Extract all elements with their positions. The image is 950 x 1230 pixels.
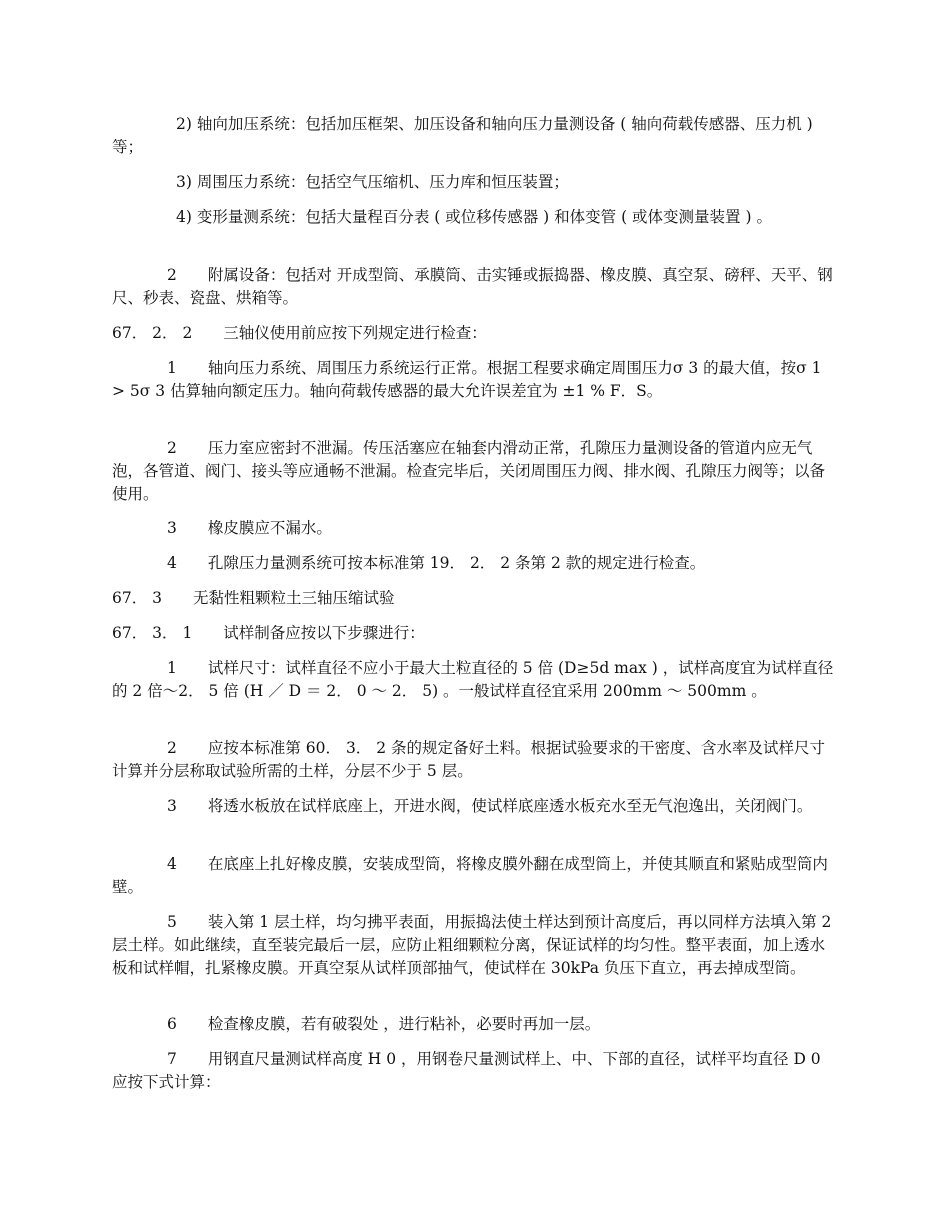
paragraph-confining-pressure-system: 3) 周围压力系统：包括空气压缩机、压力库和恒压装置； [176, 173, 569, 191]
paragraph-step-6-check-membrane: 6 检查橡皮膜，若有破裂处 ，进行粘补，必要时再加一层。 [167, 1015, 601, 1033]
paragraph-check-item-4: 4 孔隙压力量测系统可按本标准第 19． 2． 2 条第 2 款的规定进行检查。 [167, 554, 706, 572]
paragraph-deformation-measurement-system: 4) 变形量测系统：包括大量程百分表 ( 或位移传感器 ) 和体变管 ( 或体变测量装置 ) 。 [176, 208, 772, 226]
paragraph-check-item-3: 3 橡皮膜应不漏水。 [167, 519, 332, 537]
paragraph-step-7-measure-dimensions: 7 用钢直尺量测试样高度 H 0 ，用钢卷尺量测试样上、中、下部的直径，试样平均直径 D 0 应按下式计算： [112, 1050, 821, 1091]
paragraph-axial-loading-system: 2) 轴向加压系统：包括加压框架、加压设备和轴向压力量测设备 ( 轴向荷载传感器、压力机 ) 等； [112, 115, 813, 156]
paragraph-step-1-specimen-size: 1 试样尺寸：试样直径不应小于最大土粒直径的 5 倍 (D≥5d max ) ，试样高度宜为试样直径的 2 倍～2． 5 倍 (H ／ D ＝ 2． 0 ～ 2． 5) 。一般试样直径宜采用 200mm ～ 500mm 。 [112, 659, 834, 700]
section-heading-67-3-1: 67． 3． 1 试样制备应按以下步骤进行： [112, 624, 425, 642]
section-heading-67-2-2: 67． 2． 2 三轴仪使用前应按下列规定进行检查： [112, 324, 487, 342]
paragraph-check-item-2: 2 压力室应密封不泄漏。传压活塞应在轴套内滑动正常，孔隙压力量测设备的管道内应无气泡，各管道、阀门、接头等应通畅不泄漏。检查完毕后，关闭周围压力阀、排水阀、孔隙压力阀等；以备使用。 [112, 439, 826, 503]
paragraph-step-5-filling-layers: 5 装入第 1 层土样，均匀拂平表面，用振捣法使土样达到预计高度后，再以同样方法填入第 2 层土样。如此继续，直至装完最后一层，应防止粗细颗粒分离，保证试样的均匀性。整平表面，加上透水板和试样帽，扎紧橡皮膜。开真空泵从试样顶部抽气，使试样在 30kPa 负压下直立，再去掉成型筒。 [112, 913, 832, 977]
paragraph-step-3-porous-stone: 3 将透水板放在试样底座上，开进水阀，使试样底座透水板充水至无气泡逸出，关闭阀门。 [167, 797, 813, 815]
paragraph-accessory-equipment: 2 附属设备：包括对 开成型筒、承膜筒、击实锤或振捣器、橡皮膜、真空泵、磅秤、天平、钢尺、秒表、瓷盘、烘箱等。 [112, 266, 833, 307]
paragraph-step-4-rubber-membrane: 4 在底座上扎好橡皮膜，安装成型筒，将橡皮膜外翻在成型筒上，并使其顺直和紧贴成型筒内壁。 [112, 855, 828, 896]
paragraph-step-2-soil-material: 2 应按本标准第 60． 3． 2 条的规定备好土料。根据试验要求的干密度、含水率及试样尺寸计算并分层称取试验所需的土样，分层不少于 5 层。 [112, 739, 826, 780]
paragraph-check-item-1: 1 轴向压力系统、周围压力系统运行正常。根据工程要求确定周围压力σ 3 的最大值，按σ 1 > 5σ 3 估算轴向额定压力。轴向荷载传感器的最大允许误差宜为 ±1 % F．S。 [112, 359, 822, 400]
section-heading-67-3: 67． 3 无黏性粗颗粒土三轴压缩试验 [112, 589, 395, 607]
